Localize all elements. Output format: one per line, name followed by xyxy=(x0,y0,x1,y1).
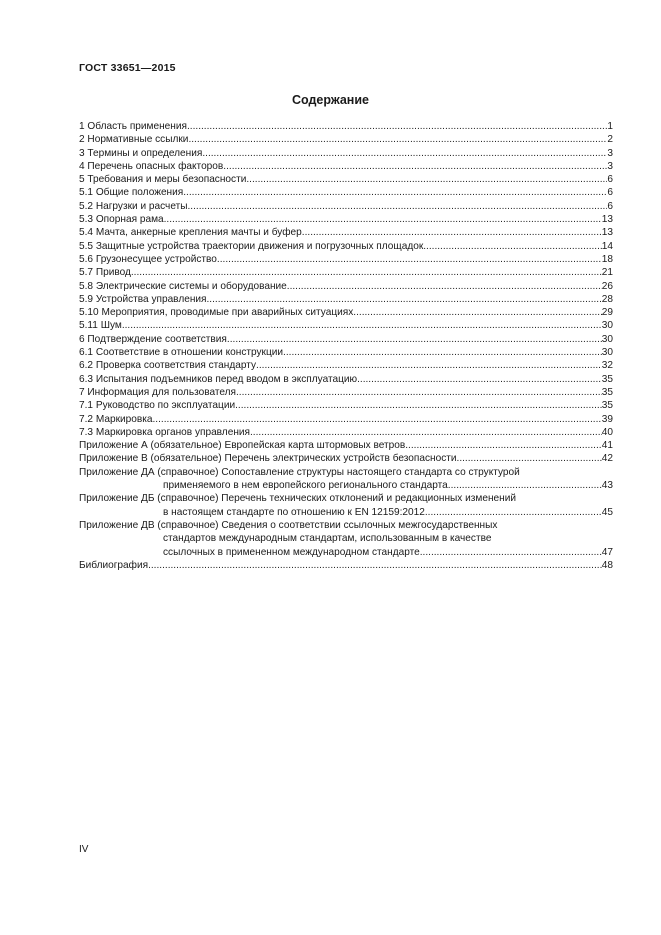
toc-entry-text: в настоящем стандарте по отношению к EN 12159:2012 xyxy=(163,506,425,518)
toc-entry[interactable] xyxy=(79,359,613,372)
toc-appendix-dv-line3[interactable] xyxy=(79,546,613,559)
toc-entry-page: 30 xyxy=(601,320,613,332)
toc-entry[interactable] xyxy=(79,426,613,439)
toc-leader-dots xyxy=(235,399,602,412)
toc-leader-dots xyxy=(152,413,601,426)
toc-entry[interactable] xyxy=(79,133,613,146)
toc-entry-page: 21 xyxy=(601,267,613,279)
toc-entry-text: 5.1 Общие положения xyxy=(79,187,184,199)
toc-entry[interactable] xyxy=(79,186,613,199)
toc-entry[interactable] xyxy=(79,413,613,426)
toc-entry-page: 3 xyxy=(607,147,613,159)
toc-entry[interactable] xyxy=(79,306,613,319)
toc-entry-text: 7 Информация для пользователя xyxy=(79,386,236,398)
toc-entry-page: 3 xyxy=(607,160,613,172)
toc-entry-page: 1 xyxy=(607,121,613,132)
toc-entry-text: применяемого в нем европейского регионального стандарта xyxy=(163,480,448,492)
toc-entry-page: 30 xyxy=(601,347,613,359)
toc-appendix-da-line1: Приложение ДА (справочное) Сопоставление структуры настоящего стандарта со структурой xyxy=(79,466,520,478)
toc-entry-text: 5.4 Мачта, анкерные крепления мачты и буфер xyxy=(79,227,302,239)
toc-leader-dots xyxy=(457,452,602,465)
toc-entry[interactable] xyxy=(79,280,613,293)
toc-entry-page: 26 xyxy=(601,280,613,292)
toc-leader-dots xyxy=(250,426,602,439)
toc-entry-page: 2 xyxy=(607,134,613,146)
toc-entry-page: 6 xyxy=(607,174,613,186)
toc-leader-dots xyxy=(188,133,607,146)
toc-entry-page: 6 xyxy=(607,200,613,212)
toc-entry-text: 5.8 Электрические системы и оборудование xyxy=(79,280,287,292)
toc-entry-page: 13 xyxy=(601,227,613,239)
toc-entry[interactable] xyxy=(79,333,613,346)
toc-entry[interactable] xyxy=(79,213,613,226)
toc-appendix-dv-line2: стандартов международным стандартам, использованным в качестве xyxy=(163,533,492,545)
toc-leader-dots xyxy=(256,359,602,372)
toc-leader-dots xyxy=(283,346,602,359)
toc-entry-page: 35 xyxy=(601,400,613,412)
toc-bibliography[interactable] xyxy=(79,559,613,572)
toc-entry[interactable] xyxy=(79,439,613,452)
toc-entry[interactable] xyxy=(79,346,613,359)
toc-entry-text: ссылочных в примененном международном стандарте xyxy=(163,546,420,558)
toc-leader-dots xyxy=(353,306,601,319)
toc-entry[interactable] xyxy=(79,200,613,213)
toc-leader-dots xyxy=(425,506,602,519)
toc-leader-dots xyxy=(187,200,607,213)
toc-leader-dots xyxy=(227,333,602,346)
toc-entry[interactable] xyxy=(79,120,613,133)
toc-appendix-db-line1: Приложение ДБ (справочное) Перечень технических отклонений и редакционных изменений xyxy=(79,493,517,505)
toc-entry-page: 29 xyxy=(601,307,613,319)
toc-entry[interactable] xyxy=(79,399,613,412)
toc-entry[interactable] xyxy=(79,373,613,386)
toc-entry-text: 5.11 Шум xyxy=(79,320,122,332)
toc-leader-dots xyxy=(164,213,602,226)
table-of-contents xyxy=(79,120,613,572)
toc-leader-dots xyxy=(148,559,602,572)
toc-entry-page: 40 xyxy=(601,426,613,438)
toc-entry-page: 32 xyxy=(601,360,613,372)
toc-leader-dots xyxy=(187,120,607,133)
toc-entry-text: 7.3 Маркировка органов управления xyxy=(79,426,250,438)
toc-entry-text: 1 Область применения xyxy=(79,121,187,132)
toc-entry-text: Приложение В (обязательное) Перечень электрических устройств безопасности xyxy=(79,453,457,465)
toc-entry-text: Библиография xyxy=(79,559,149,571)
toc-entry-text: 5 Требования и меры безопасности xyxy=(79,174,247,186)
toc-entry[interactable] xyxy=(79,226,613,239)
toc-entry-page: 42 xyxy=(601,453,613,465)
toc-entry[interactable] xyxy=(79,147,613,160)
toc-leader-dots xyxy=(448,479,602,492)
toc-entry-page: 35 xyxy=(601,373,613,385)
toc-leader-dots xyxy=(223,160,607,173)
toc-leader-dots xyxy=(217,253,602,266)
toc-entry-text: 6.3 Испытания подъемников перед вводом в эксплуатацию xyxy=(79,373,358,385)
toc-entry-page: 13 xyxy=(601,214,613,226)
toc-entry[interactable] xyxy=(79,160,613,173)
toc-entry-page: 48 xyxy=(601,559,613,571)
toc-entry-text: 5.7 Привод xyxy=(79,267,131,279)
toc-entry-text: 6.2 Проверка соответствия стандарту xyxy=(79,360,257,372)
toc-entry[interactable] xyxy=(79,173,613,186)
toc-entry-text: 5.5 Защитные устройства траектории движения и погрузочных площадок xyxy=(79,240,424,252)
toc-leader-dots xyxy=(302,226,602,239)
toc-leader-dots xyxy=(236,386,602,399)
page-number: IV xyxy=(79,844,89,855)
toc-leader-dots xyxy=(287,280,602,293)
toc-entries xyxy=(79,120,613,466)
document-code: ГОСТ 33651—2015 xyxy=(79,62,176,74)
toc-entry-text: 3 Термины и определения xyxy=(79,147,203,159)
toc-leader-dots xyxy=(183,186,607,199)
toc-entry-text: 5.2 Нагрузки и расчеты xyxy=(79,200,188,212)
toc-entry-text: 2 Нормативные ссылки xyxy=(79,134,189,146)
toc-entry-text: 5.9 Устройства управления xyxy=(79,293,207,305)
toc-entry-page: 39 xyxy=(601,413,613,425)
toc-entry-text: 4 Перечень опасных факторов xyxy=(79,160,224,172)
toc-entry-text: 5.10 Мероприятия, проводимые при аварийных ситуациях xyxy=(79,307,354,319)
toc-entry[interactable] xyxy=(79,240,613,253)
toc-entry-page: 43 xyxy=(601,480,613,492)
toc-entry-page: 41 xyxy=(601,440,613,452)
toc-leader-dots xyxy=(202,147,607,160)
toc-leader-dots xyxy=(207,293,602,306)
toc-entry-text: 5.6 Грузонесущее устройство xyxy=(79,253,217,265)
toc-leader-dots xyxy=(423,240,602,253)
toc-entry-page: 6 xyxy=(607,187,613,199)
toc-entry-text: 7.1 Руководство по эксплуатации xyxy=(79,400,236,412)
toc-entry-page: 35 xyxy=(601,386,613,398)
toc-leader-dots xyxy=(131,266,602,279)
toc-entry-text: 6 Подтверждение соответствия xyxy=(79,333,227,345)
toc-entry[interactable] xyxy=(79,386,613,399)
toc-entry-page: 30 xyxy=(601,333,613,345)
toc-entry[interactable] xyxy=(79,266,613,279)
toc-appendix-da-line2[interactable] xyxy=(79,479,613,492)
toc-entry[interactable] xyxy=(79,253,613,266)
toc-entry-text: 5.3 Опорная рама xyxy=(79,214,164,226)
toc-entry-page: 28 xyxy=(601,293,613,305)
toc-appendix-db-line2[interactable] xyxy=(79,506,613,519)
toc-entry-page: 45 xyxy=(601,506,613,518)
toc-leader-dots xyxy=(122,319,602,332)
toc-entry[interactable] xyxy=(79,452,613,465)
toc-entry-text: Приложение А (обязательное) Европейская карта штормовых ветров xyxy=(79,440,406,452)
toc-leader-dots xyxy=(357,373,602,386)
toc-entry-text: 7.2 Маркировка xyxy=(79,413,153,425)
toc-title: Содержание xyxy=(291,93,369,107)
toc-entry-text: 6.1 Соответствие в отношении конструкции xyxy=(79,347,284,359)
toc-leader-dots xyxy=(246,173,607,186)
toc-appendix-dv-line1: Приложение ДВ (справочное) Сведения о соответствии ссылочных межгосударственных xyxy=(79,519,498,531)
toc-entry[interactable] xyxy=(79,319,613,332)
toc-entry-page: 14 xyxy=(601,240,613,252)
toc-entry-page: 47 xyxy=(601,546,613,558)
toc-leader-dots xyxy=(420,546,602,559)
toc-leader-dots xyxy=(405,439,602,452)
toc-entry-page: 18 xyxy=(601,253,613,265)
toc-entry[interactable] xyxy=(79,293,613,306)
